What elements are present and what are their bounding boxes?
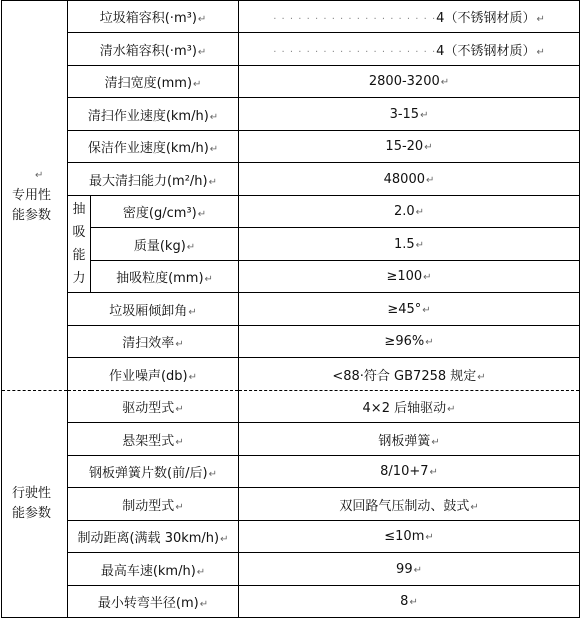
paragraph-mark-icon: ↵ — [536, 14, 545, 25]
row-label — [68, 456, 239, 488]
cell-text: 悬架型式 — [122, 433, 175, 449]
paragraph-mark-icon: ↵ — [208, 176, 218, 188]
cell-text: 最大清扫能力(m²/h) — [88, 173, 208, 189]
row-label — [68, 326, 239, 358]
row-label — [68, 488, 239, 521]
cell-text: 2.0 — [393, 204, 415, 219]
cell-text: 能参数 — [12, 208, 52, 223]
row-label — [68, 1, 239, 33]
table-row — [2, 33, 580, 66]
table-row — [2, 98, 580, 131]
paragraph-mark-icon: ↵ — [188, 371, 198, 383]
paragraph-mark-icon: ↵ — [193, 79, 202, 90]
paragraph-mark-icon: ↵ — [188, 306, 197, 318]
row-value — [239, 228, 580, 261]
paragraph-mark-icon: ↵ — [425, 337, 434, 348]
row-label — [68, 163, 239, 196]
table-row — [2, 196, 580, 228]
cell-text — [12, 165, 67, 186]
cell-text: 4×2 后轴驱动 — [362, 401, 447, 416]
cell-text: 8 — [400, 594, 409, 609]
cell-text: 3-15 — [389, 106, 420, 122]
row-value — [239, 33, 580, 66]
paragraph-mark-icon: ↵ — [199, 599, 209, 610]
cell-text: 抽吸粒度(mm) — [116, 271, 204, 286]
cell-text: 行驶性 — [12, 486, 52, 501]
cell-text: 清扫作业速度(km/h) — [87, 108, 209, 124]
cell-text: 能参数 — [12, 506, 52, 521]
cell-text: 清扫宽度(mm) — [104, 76, 193, 91]
row-label — [68, 33, 239, 66]
row-label — [91, 261, 239, 293]
row-label — [68, 98, 239, 131]
row-value — [239, 163, 580, 196]
cell-text: 1.5 — [393, 236, 415, 252]
paragraph-mark-icon: ↵ — [175, 404, 184, 415]
row-value — [239, 391, 580, 423]
cell-text: 专用性 — [12, 188, 52, 203]
cell-text: ≥45° — [387, 301, 422, 317]
cell-text: 15-20 — [385, 139, 424, 154]
paragraph-mark-icon: ↵ — [175, 436, 184, 448]
paragraph-mark-icon: ↵ — [175, 339, 184, 350]
cell-text: ≥100 — [386, 269, 423, 284]
row-label — [68, 423, 239, 456]
cell-text: 质量(kg) — [133, 238, 186, 254]
paragraph-mark-icon: ↵ — [409, 597, 418, 608]
cell-text: 清水箱容积(·m³) — [99, 43, 197, 59]
cell-text: 48000 — [383, 171, 425, 187]
paragraph-mark-icon: ↵ — [424, 142, 433, 153]
cell-text: ≥96% — [384, 334, 425, 349]
table-row — [2, 423, 580, 456]
dotted-leader: · · · · · · · · · · · · · · · · · · · · — [273, 14, 437, 25]
row-value — [239, 261, 580, 293]
row-label — [68, 391, 239, 423]
cell-text: 吸 — [72, 225, 86, 240]
cell-text: 最高车速(km/h) — [100, 563, 196, 579]
cell-text: 8/10+7 — [380, 464, 429, 479]
group-special-performance — [2, 1, 68, 391]
paragraph-mark-icon: ↵ — [429, 467, 438, 478]
cell-text: <88·符合 GB7258 规定 — [332, 368, 477, 384]
cell-text: 能 — [72, 248, 86, 263]
paragraph-mark-icon: ↵ — [196, 566, 206, 578]
row-label — [68, 521, 239, 553]
row-label — [91, 228, 239, 261]
paragraph-mark-icon: ↵ — [197, 14, 207, 25]
cell-text: 垃圾厢倾卸角 — [109, 303, 188, 319]
cell-text: 最小转弯半径(m) — [97, 596, 199, 611]
table-row — [2, 521, 580, 553]
paragraph-mark-icon: ↵ — [440, 77, 450, 88]
row-label — [68, 358, 239, 391]
paragraph-mark-icon: ↵ — [536, 46, 545, 58]
cell-text: 密度(g/cm³) — [122, 206, 197, 221]
table-row — [2, 358, 580, 391]
cell-text: 4（不锈钢材质） — [436, 43, 536, 59]
table-row — [2, 456, 580, 488]
row-value — [239, 1, 580, 33]
cell-text: 驱动型式 — [122, 401, 175, 416]
table-row — [2, 293, 580, 326]
paragraph-mark-icon: ↵ — [431, 436, 440, 448]
table-row — [2, 488, 580, 521]
paragraph-mark-icon: ↵ — [186, 241, 196, 253]
cell-text: 抽 — [72, 202, 86, 217]
paragraph-mark-icon: ↵ — [197, 46, 207, 58]
paragraph-mark-icon: ↵ — [447, 404, 456, 415]
cell-text: 2800-3200 — [368, 74, 440, 89]
row-value — [239, 196, 580, 228]
row-value — [239, 326, 580, 358]
paragraph-mark-icon: ↵ — [423, 272, 432, 283]
row-value — [239, 131, 580, 163]
row-value — [239, 66, 580, 98]
cell-text: 4（不锈钢材质） — [436, 11, 536, 26]
table-row — [2, 553, 580, 586]
row-label — [91, 196, 239, 228]
paragraph-mark-icon: ↵ — [204, 274, 213, 285]
cell-text: 钢板弹簧 — [378, 433, 431, 449]
paragraph-mark-icon: ↵ — [220, 534, 229, 545]
row-value — [239, 423, 580, 456]
paragraph-mark-icon: ↵ — [197, 209, 207, 220]
paragraph-mark-icon: ↵ — [425, 532, 434, 543]
table-row — [2, 326, 580, 358]
cell-text: 清扫效率 — [122, 336, 175, 351]
paragraph-mark-icon: ↵ — [415, 207, 425, 218]
cell-text: 作业噪声(db) — [108, 368, 188, 384]
paragraph-mark-icon: ↵ — [208, 469, 217, 480]
cell-text: 制动型式 — [122, 498, 175, 514]
row-value — [239, 553, 580, 586]
group-suction-capacity — [68, 196, 91, 293]
table-row — [2, 1, 580, 33]
cell-text: 力 — [72, 271, 86, 286]
paragraph-mark-icon: ↵ — [415, 239, 425, 251]
table-row — [2, 163, 580, 196]
paragraph-mark-icon: ↵ — [209, 111, 219, 123]
cell-text: 双回路气压制动、鼓式 — [339, 498, 470, 514]
table-row — [2, 131, 580, 163]
cell-text: 99 — [396, 561, 413, 577]
row-value — [239, 521, 580, 553]
paragraph-mark-icon: ↵ — [477, 371, 486, 383]
cell-text: 垃圾箱容积(·m³) — [99, 11, 197, 26]
row-value — [239, 358, 580, 391]
paragraph-mark-icon: ↵ — [175, 501, 184, 513]
row-value — [239, 456, 580, 488]
paragraph-mark-icon: ↵ — [35, 170, 44, 181]
cell-text: 钢板弹簧片数(前/后) — [89, 466, 208, 481]
row-value — [239, 293, 580, 326]
row-label — [68, 131, 239, 163]
dotted-leader: · · · · · · · · · · · · · · · · · · · · — [273, 46, 437, 58]
spec-table — [1, 0, 580, 618]
row-label — [68, 293, 239, 326]
paragraph-mark-icon: ↵ — [420, 109, 429, 121]
cell-text: 制动距离(满载 30km/h) — [77, 531, 220, 546]
paragraph-mark-icon: ↵ — [426, 174, 435, 186]
paragraph-mark-icon: ↵ — [470, 501, 479, 513]
row-label — [68, 553, 239, 586]
row-value — [239, 98, 580, 131]
paragraph-mark-icon: ↵ — [209, 144, 219, 155]
row-value — [239, 488, 580, 521]
table-row — [2, 66, 580, 98]
paragraph-mark-icon: ↵ — [413, 564, 422, 576]
paragraph-mark-icon: ↵ — [422, 304, 431, 316]
group-driving-performance — [2, 391, 68, 618]
cell-text: 保洁作业速度(km/h) — [87, 141, 209, 156]
row-label — [68, 66, 239, 98]
cell-text: ≤10m — [384, 529, 425, 544]
table-row — [2, 391, 580, 423]
